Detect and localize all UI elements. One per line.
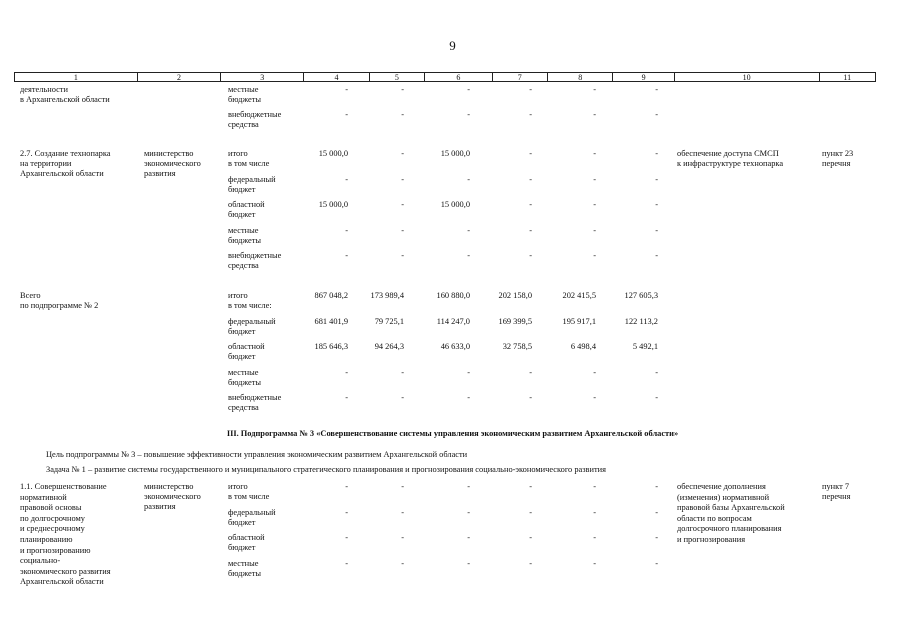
- r27-row-value: -: [401, 225, 404, 235]
- r27-result-line: обеспечение доступа СМСП: [677, 149, 779, 158]
- r11-row-label: бюджеты: [228, 568, 262, 578]
- total-row-value: -: [655, 367, 658, 377]
- r11-result-line: долгосрочного планирования: [677, 524, 782, 534]
- cont-row-value: -: [655, 110, 658, 119]
- cont-row-value: -: [593, 110, 596, 119]
- r11-row-value: -: [467, 533, 470, 542]
- total-row-value: 202 415,5: [562, 291, 596, 300]
- total-row-value: 46 633,0: [440, 342, 470, 351]
- header-col-4: 4: [304, 73, 369, 81]
- r27-row-label: итого: [228, 149, 248, 158]
- cont-row-value: -: [345, 85, 348, 94]
- cont-row-value: -: [655, 85, 658, 94]
- r11-name-line: Архангельской области: [20, 577, 104, 587]
- r27-row-label: областной: [228, 200, 265, 209]
- r11-row-value: -: [401, 482, 404, 491]
- r27-row-value: -: [529, 200, 532, 209]
- r11-row-value: -: [401, 507, 404, 517]
- r11-row-value: -: [593, 507, 596, 517]
- r27-row-value: -: [401, 200, 404, 209]
- r11-row-value: -: [529, 558, 532, 568]
- total-row-label: средства: [228, 403, 259, 412]
- total-row-value: -: [529, 393, 532, 402]
- total-row-value: 195 917,1: [562, 316, 596, 326]
- section-title: III. Подпрограмма № 3 «Совершенствование системы управления экономическим развитием Архангельской области»: [226, 429, 679, 438]
- header-col-3: 3: [221, 73, 304, 81]
- r27-row-label: бюджеты: [228, 235, 262, 245]
- total-name-line: Всего: [20, 291, 41, 300]
- r27-row-value: -: [529, 251, 532, 260]
- r27-row-label: местные: [228, 225, 259, 235]
- header-col-10: 10: [675, 73, 820, 81]
- r27-row-value: -: [467, 225, 470, 235]
- r11-result-line: (изменения) нормативной: [677, 492, 770, 502]
- total-row-value: -: [401, 367, 404, 377]
- r11-row-value: -: [529, 507, 532, 517]
- total-row-label: бюджеты: [228, 377, 262, 387]
- cont-name-line: в Архангельской области: [20, 95, 110, 104]
- r11-row-label: бюджет: [228, 517, 256, 527]
- total-row-value: -: [593, 367, 596, 377]
- r27-row-value: -: [529, 174, 532, 184]
- header-col-2: 2: [138, 73, 221, 81]
- total-row-value: 160 880,0: [436, 291, 470, 300]
- r27-row-value: -: [529, 225, 532, 235]
- total-row-label: бюджет: [228, 352, 256, 361]
- r11-ref-line: перечня: [822, 492, 851, 501]
- r27-name-line: на территории: [20, 159, 72, 168]
- r11-name-line: правовой основы: [20, 503, 82, 513]
- total-row-value: 122 113,2: [624, 316, 658, 326]
- r11-row-value: -: [467, 507, 470, 517]
- r27-row-label: средства: [228, 261, 259, 270]
- r27-row-value: -: [655, 174, 658, 184]
- total-row-value: 867 048,2: [314, 291, 348, 300]
- total-row-value: 185 646,3: [314, 342, 348, 351]
- header-col-6: 6: [425, 73, 492, 81]
- r11-name-line: 1.1. Совершенствование: [20, 482, 107, 491]
- total-row-value: 114 247,0: [436, 316, 470, 326]
- r27-row-label: внебюджетные: [228, 251, 282, 260]
- r11-row-value: -: [655, 507, 658, 517]
- r11-row-value: -: [345, 482, 348, 491]
- r11-row-value: -: [345, 507, 348, 517]
- r11-row-value: -: [401, 558, 404, 568]
- total-row-label: местные: [228, 367, 259, 377]
- total-row-value: 169 399,5: [498, 316, 532, 326]
- total-row-value: 173 989,4: [370, 291, 404, 300]
- r27-exec-line: экономического: [144, 159, 201, 168]
- total-row-value: -: [655, 393, 658, 402]
- r27-row-value: 15 000,0: [440, 149, 470, 158]
- header-col-7: 7: [493, 73, 548, 81]
- r27-row-label: бюджет: [228, 210, 256, 219]
- r27-row-value: -: [655, 149, 658, 158]
- total-row-value: 94 264,3: [374, 342, 404, 351]
- cont-row-value: -: [529, 110, 532, 119]
- cont-row-value: -: [593, 85, 596, 94]
- r11-exec-line: министерство: [144, 482, 194, 491]
- r11-row-value: -: [593, 482, 596, 491]
- r27-row-value: -: [655, 200, 658, 209]
- total-row-value: 6 498,4: [570, 342, 596, 351]
- cont-row-value: -: [467, 85, 470, 94]
- r11-row-value: -: [401, 533, 404, 542]
- r27-row-value: -: [593, 251, 596, 260]
- r11-row-label: в том числе: [228, 492, 270, 501]
- r27-row-label: бюджет: [228, 184, 256, 194]
- r27-row-value: -: [467, 174, 470, 184]
- goal-text: Цель подпрограммы № 3 – повышение эффективности управления экономическим развитием Архангельской области: [46, 450, 468, 459]
- r11-name-line: социально-: [20, 556, 61, 566]
- r11-name-line: и среднесрочному: [20, 524, 85, 534]
- r11-row-label: итого: [228, 482, 248, 491]
- r11-exec-line: экономического: [144, 492, 201, 501]
- task-text: Задача № 1 – развитие системы государственного и муниципального стратегического планирования и прогнозирования социально-экономического развития: [46, 465, 606, 474]
- r11-row-value: -: [529, 533, 532, 542]
- r11-row-value: -: [655, 482, 658, 491]
- r27-ref-line: пункт 23: [822, 149, 854, 158]
- r11-name-line: нормативной: [20, 492, 67, 502]
- r11-row-label: областной: [228, 533, 265, 542]
- r11-row-value: -: [593, 533, 596, 542]
- r11-row-value: -: [467, 482, 470, 491]
- r11-ref-line: пункт 7: [822, 482, 850, 491]
- r27-row-value: -: [593, 149, 596, 158]
- total-row-label: итого: [228, 291, 248, 300]
- r27-row-label: в том числе: [228, 159, 270, 168]
- header-col-1: 1: [15, 73, 138, 81]
- r27-exec-line: министерство: [144, 149, 194, 158]
- r11-row-label: местные: [228, 558, 259, 568]
- total-row-label: областной: [228, 342, 265, 351]
- r11-result-line: правовой базы Архангельской: [677, 503, 785, 513]
- total-row-value: 681 401,9: [314, 316, 348, 326]
- total-row-value: 5 492,1: [632, 342, 658, 351]
- total-row-value: 127 605,3: [624, 291, 658, 300]
- total-row-value: 32 758,5: [502, 342, 532, 351]
- total-row-label: в том числе:: [228, 301, 272, 310]
- r27-row-value: -: [401, 149, 404, 158]
- r27-row-value: -: [593, 174, 596, 184]
- total-row-value: -: [467, 367, 470, 377]
- total-row-value: -: [345, 393, 348, 402]
- cont-row-label: средства: [228, 120, 259, 129]
- r27-ref-line: перечня: [822, 159, 851, 168]
- r27-row-value: 15 000,0: [318, 149, 348, 158]
- table-header-row: [14, 72, 876, 82]
- r11-name-line: по долгосрочному: [20, 513, 85, 523]
- r11-name-line: и прогнозированию: [20, 545, 91, 555]
- r27-row-value: 15 000,0: [440, 200, 470, 209]
- cont-row-value: -: [401, 85, 404, 94]
- r27-row-value: -: [529, 149, 532, 158]
- r27-row-value: -: [345, 225, 348, 235]
- total-row-value: -: [593, 393, 596, 402]
- r11-result-line: и прогнозирования: [677, 535, 746, 544]
- r11-row-value: -: [345, 533, 348, 542]
- r11-name-line: планированию: [20, 535, 73, 544]
- r27-row-value: -: [401, 251, 404, 260]
- total-row-value: 202 158,0: [498, 291, 532, 300]
- r27-exec-line: развития: [144, 169, 176, 178]
- header-col-9: 9: [613, 73, 674, 81]
- cont-row-label: внебюджетные: [228, 110, 282, 119]
- r27-row-value: -: [345, 251, 348, 260]
- header-col-8: 8: [548, 73, 613, 81]
- cont-row-value: -: [467, 110, 470, 119]
- page-number: 9: [449, 38, 456, 53]
- r11-row-value: -: [529, 482, 532, 491]
- r27-row-value: 15 000,0: [318, 200, 348, 209]
- r11-row-value: -: [593, 558, 596, 568]
- cont-name-line: деятельности: [20, 85, 68, 94]
- total-row-label: бюджет: [228, 326, 256, 336]
- r11-result-line: обеспечение дополнения: [677, 482, 766, 491]
- total-name-line: по подпрограмме № 2: [20, 301, 99, 310]
- r11-row-value: -: [345, 558, 348, 568]
- total-row-value: -: [467, 393, 470, 402]
- header-col-11: 11: [843, 73, 852, 82]
- total-row-value: -: [401, 393, 404, 402]
- total-row-label: внебюджетные: [228, 393, 282, 402]
- r27-name-line: Архангельской области: [20, 169, 104, 178]
- total-row-value: -: [345, 367, 348, 377]
- r27-row-value: -: [467, 251, 470, 260]
- r27-row-value: -: [593, 225, 596, 235]
- header-col-5: 5: [370, 73, 425, 81]
- r11-row-value: -: [655, 533, 658, 542]
- r27-row-value: -: [655, 225, 658, 235]
- r27-row-value: -: [655, 251, 658, 260]
- r11-result-line: области по вопросам: [677, 513, 752, 523]
- r27-name-line: 2.7. Создание технопарка: [20, 149, 111, 158]
- cont-row-value: -: [345, 110, 348, 119]
- total-row-value: -: [529, 367, 532, 377]
- r11-row-label: бюджет: [228, 543, 256, 552]
- total-row-value: 79 725,1: [374, 316, 404, 326]
- r11-name-line: экономического развития: [20, 566, 111, 576]
- r11-row-value: -: [467, 558, 470, 568]
- cont-row-value: -: [529, 85, 532, 94]
- r27-row-value: -: [401, 174, 404, 184]
- r27-row-label: федеральный: [228, 174, 276, 184]
- r27-row-value: -: [593, 200, 596, 209]
- r11-row-value: -: [655, 558, 658, 568]
- total-row-label: федеральный: [228, 316, 276, 326]
- cont-row-label: бюджеты: [228, 95, 262, 104]
- r27-result-line: к инфраструктуре технопарка: [677, 159, 784, 168]
- r11-row-label: федеральный: [228, 507, 276, 517]
- r27-row-value: -: [345, 174, 348, 184]
- r11-exec-line: развития: [144, 502, 176, 511]
- cont-row-label: местные: [228, 85, 259, 94]
- cont-row-value: -: [401, 110, 404, 119]
